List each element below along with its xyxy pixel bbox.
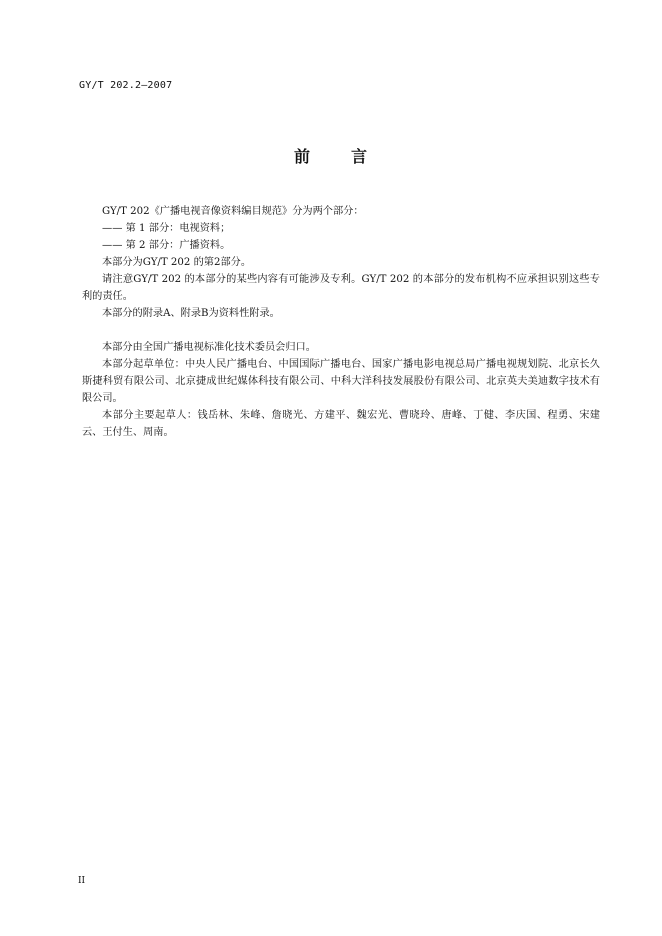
paragraph-patent: 请注意GY/T 202 的本部分的某些内容有可能涉及专利。GY/T 202 的本部分的发布机构不应承担识别这些专利的责任。 (82, 274, 600, 302)
page-number: II (78, 876, 86, 886)
foreword-body (82, 203, 600, 441)
paragraph-annex: 本部分的附录A、附录B为资料性附录。 (102, 308, 280, 319)
paragraph-part-1: —— 第 1 部分：电视资料； (102, 223, 231, 234)
paragraph-drafters: 本部分主要起草人：钱岳林、朱峰、詹晓光、方建平、魏宏光、曹晓玲、唐峰、丁健、李庆国、程勇、宋建云、王付生、周南。 (82, 410, 600, 438)
title-char-2: 言 (351, 147, 369, 166)
paragraph-drafting-units: 本部分起草单位：中央人民广播电台、中国国际广播电台、国家广播电影电视总局广播电视规划院、北京长久斯捷科贸有限公司、北京捷成世纪媒体科技有限公司、中科大洋科技发展股份有限公司、北京英夫美迪数字技术有限公司。 (82, 359, 600, 404)
paragraph-proposer: 本部分由全国广播电视标准化技术委员会归口。 (102, 342, 316, 353)
paragraph-this-part: 本部分为GY/T 202 的第2部分。 (102, 257, 252, 268)
title-char-1: 前 (293, 147, 311, 166)
page-title (0, 144, 662, 167)
paragraph-intro: GY/T 202《广播电视音像资料编目规范》分为两个部分： (102, 206, 364, 217)
standard-code: GY/T 202.2—2007 (79, 80, 173, 91)
paragraph-part-2: —— 第 2 部分：广播资料。 (102, 240, 231, 251)
